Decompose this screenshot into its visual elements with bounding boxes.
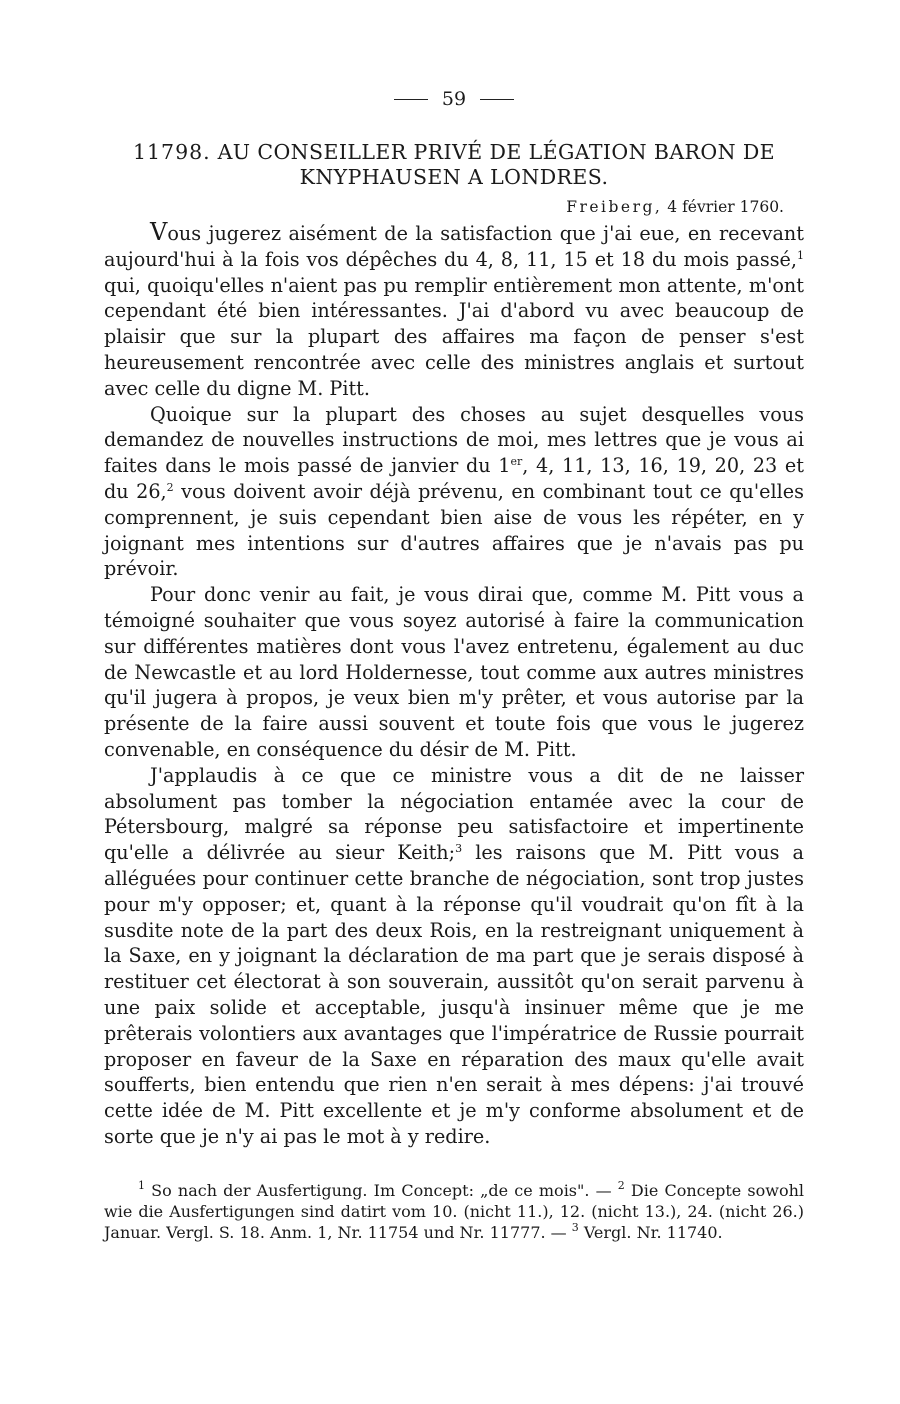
paragraph-2-text-a: Quoique sur la plupart des choses au sujet desquelles vous demandez de nouvelles instructions de moi, mes lettres que je vous ai faites dans le mois passé de janvier du 1 xyxy=(104,402,804,478)
paragraph-4-text-b: les raisons que M. Pitt vous a alléguées pour continuer cette branche de négociation, sont trop justes pour m'y opposer; et, quant à la réponse qu'il voudrait qu'on fît à la susdite note de la part des deux Rois, en la restreignant uniquement à la Saxe, en y joignant la déclaration de ma part que je serais disposé à restituer cet électorat à son souverain, aussitôt qu'on serait parvenu à une paix solide et acceptable, jusqu'à insinuer même que je me prêterais volontiers aux avantages que l'impératrice de Russie pourrait proposer en faveur de la Saxe en réparation des maux qu'elle avait soufferts, bien entendu que rien n'en serait à mes dépens: j'ai trouvé cette idée de M. Pitt excellente et je m'y conforme absolument et de sorte que je n'y ai pas le mot à y redire. xyxy=(104,841,804,1148)
paragraph-2 xyxy=(104,402,804,583)
dateline-date: 4 février 1760. xyxy=(667,198,784,216)
letter-body xyxy=(104,220,804,1150)
rule-left xyxy=(394,99,428,100)
dateline-place: Freiberg, xyxy=(566,198,663,216)
page-number-text: 59 xyxy=(441,88,467,110)
footnote-ref-3: 3 xyxy=(455,842,463,856)
paragraph-1 xyxy=(104,220,804,402)
footnote-mark-2: 2 xyxy=(617,1178,625,1192)
dateline xyxy=(104,198,804,216)
page xyxy=(104,88,804,1243)
footnotes-text xyxy=(104,1180,804,1243)
paragraph-2-text-b: , 4, 11, 13, 16, 19, 20, 23 et du 26, xyxy=(104,454,804,503)
letter-number: 11798. xyxy=(132,140,211,164)
initial-letter: V xyxy=(150,218,168,246)
paragraph-1-text-b: qui, quoiqu'elles n'aient pas pu remplir entièrement mon attente, m'ont cependant été bien intéressantes. J'ai d'abord vu avec beaucoup de plaisir que sur la plupart des affaires ma façon de penser s'est heureusement rencontrée avec celle des ministres anglais et surtout avec celle du digne M. Pitt. xyxy=(104,273,804,400)
ordinal-superscript: er xyxy=(510,455,523,469)
footnote-2: Die Concepte sowohl wie die Ausfertigungen sind datirt vom 10. (nicht 11.), 12. (nicht 13.), 24. (nicht 26.) Januar. Vergl. S. 18. Anm. 1, Nr. 11754 und Nr. 11777. — xyxy=(104,1180,805,1242)
letter-title: AU CONSEILLER PRIVÉ DE LÉGATION BARON DE KNYPHAUSEN A LONDRES. xyxy=(217,140,776,189)
paragraph-1-text-a: ous jugerez aisément de la satisfaction que j'ai eue, en recevant aujourd'hui à la fois vos dépêches du 4, 8, 11, 15 et 18 du mois passé, xyxy=(104,222,804,271)
page-number xyxy=(104,88,804,110)
footnote-mark-1: 1 xyxy=(138,1178,145,1192)
footnote-1: So nach der Ausfertigung. Im Concept: „de ce mois". — xyxy=(145,1180,618,1200)
paragraph-4 xyxy=(104,763,804,1150)
footnote-ref-2: 2 xyxy=(166,480,174,494)
footnote-mark-3: 3 xyxy=(571,1220,579,1234)
footnotes xyxy=(104,1180,804,1243)
footnote-ref-1: 1 xyxy=(797,248,804,262)
letter-heading xyxy=(104,140,804,190)
footnote-3: Vergl. Nr. 11740. xyxy=(578,1222,723,1242)
paragraph-4-text-a: J'applaudis à ce que ce ministre vous a dit de ne laisser absolument pas tomber la négociation entamée avec la cour de Pétersbourg, malgré sa réponse peu satisfactoire et impertinente qu'elle a délivrée au sieur Keith; xyxy=(104,763,804,865)
paragraph-3: Pour donc venir au fait, je vous dirai que, comme M. Pitt vous a témoigné souhaiter que vous soyez autorisé à faire la communication sur différentes matières dont vous l'avez entretenu, également au duc de Newcastle et au lord Holdernesse, tout comme aux autres ministres qu'il jugera à propos, je veux bien m'y prêter, et vous autorise par la présente de la faire aussi souvent et toute fois que vous le jugerez convenable, en conséquence du désir de M. Pitt. xyxy=(104,583,804,761)
paragraph-2-text-c: vous doivent avoir déjà prévenu, en combinant tout ce qu'elles comprennent, je suis cependant bien aise de vous les répéter, en y joignant mes intentions sur d'autres affaires que je n'avais pas pu prévoir. xyxy=(104,479,804,581)
rule-right xyxy=(480,99,514,100)
